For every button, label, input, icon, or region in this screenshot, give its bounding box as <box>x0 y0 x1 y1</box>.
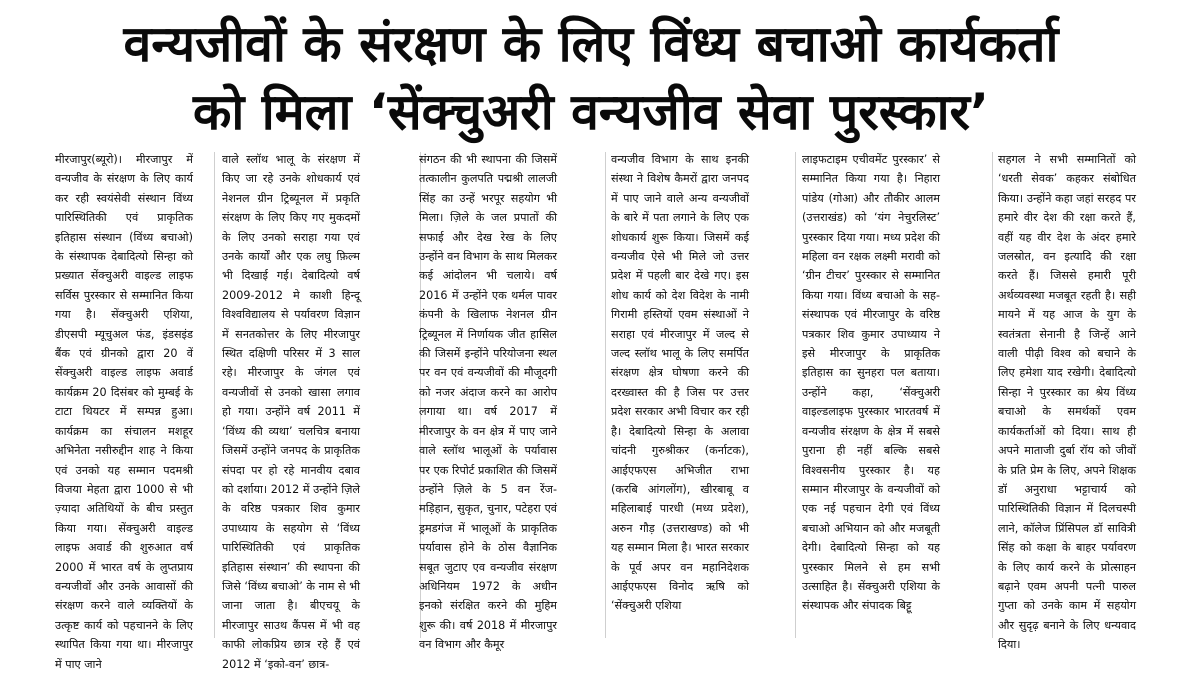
column-text: मीरजापुर(ब्यूरो)। मीरजापुर में वन्यजीव के संरक्षण के लिए कार्य कर रही स्वयंसेवी संस्थान विंध्य पारिस्थितिकी एवं प्राकृतिक इतिहास संस्थान (विंध्य बचाओ) के संस्थापक देबादित्यो सिन्हा को प्रख्यात सेंक्चुअरी वाइल्ड लाइफ सर्विस पुरस्कार से सम्मानित किया गया है। सेंक्चुअरी एशिया, डीएसपी म्यूचुअल फंड, इंडसइंड बैंक एवं ग्रीनको द्वारा 20 वें सेंक्चुअरी वाइल्ड लाइफ अवार्ड कार्यक्रम 20 दिसंबर को मुम्बई के टाटा थियटर में सम्पन्न हुआ। कार्यक्रम का संचालन मशहूर अभिनेता नसीरुद्दीन शाह ने किया एवं उनको यह सम्मान पदमश्री विजया मेहता द्वारा 1000 से भी ज़्यादा अतिथियों के बीच प्रस्तुत किया गया। सेंक्चुअरी वाइल्ड लाइफ अवार्ड की शुरुआत वर्ष 2000 में भारत वर्ष के लुप्तप्राय वन्यजीवों और उनके आवासों की संरक्षण करने वाले व्यक्तियों के उत्कृष्ट कार्य को पहचानने के लिए स्थापित किया गया था। मीरजापुर में पाए जाने <box>55 153 193 671</box>
column-divider <box>605 152 606 638</box>
column-divider <box>214 152 215 638</box>
headline-line-1: वन्यजीवों के संरक्षण के लिए विंध्य बचाओ कार्यकर्ता <box>123 15 1059 73</box>
headline-line-2: को मिला ‘सेंक्चुअरी वन्यजीव सेवा पुरस्कार’ <box>193 83 989 141</box>
article-column-5 <box>802 150 940 640</box>
column-text: संगठन की भी स्थापना की जिसमें तत्कालीन कुलपति पद्मश्री लालजी सिंह का उन्हें भरपूर सहयोग भी मिला। ज़िले के जल प्रपातों की सफाई और देख रेख के लिए उन्होंने वन विभाग के साथ मिलकर कई आंदोलन भी चलाये। वर्ष 2016 में उन्होंने एक थर्मल पावर कंपनी के खिलाफ नेशनल ग्रीन ट्रिब्यूनल में निर्णायक जीत हासिल की जिसमें इन्होंने परियोजना स्थल पर वन एवं वन्यजीवों की मौजूदगी को नजर अंदाज करने का आरोप लगाया था। वर्ष 2017 में मीरजापुर के वन क्षेत्र में पाए जाने वाले स्लॉथ भालूओं के पर्यावास पर एक रिपोर्ट प्रकाशित की जिसमें उन्होंने ज़िले के 5 वन रेंज- मड़िहान, सुकृत, चुनार, पटेहरा एवं ड्रमडगंज में भालूओं के प्राकृतिक पर्यावास होने के ठोस वैज्ञानिक सबूत जुटाए एव वन्यजीव संरक्षण अधिनियम 1972 के अधीन इनको संरक्षित करने की मुहिम शुरू की। वर्ष 2018 में मीरजापुर वन विभाग और कैमूर <box>419 153 557 652</box>
column-text: वन्यजीव विभाग के साथ इनकी संस्था ने विशेष कैमरों द्वारा जनपद में पाए जाने वाले अन्य वन्यजीवों के बारे में पता लगाने के लिए एक शोधकार्य शुरू किया। जिसमें कई वन्यजीव ऐसे भी मिले जो उत्तर प्रदेश में पहली बार देखे गए। इस शोध कार्य को देश विदेश के नामी गिरामी हस्तियों एवम संस्थाओं ने सराहा एवं मीरजापुर में जल्द से जल्द स्लॉथ भालू के लिए समर्पित संरक्षण क्षेत्र घोषणा करने की दरख्वास्त की है जिस पर उत्तर प्रदेश सरकार अभी विचार कर रही है। देबादित्यो सिन्हा के अलावा चांदनी गुरुश्रीकर (कर्नाटक), आईएफएस अभिजीत राभा (करबि आंगलोंग), खीरबाबू व महिलाबाई पारधी (मध्य प्रदेश), अरुन गौड़ (उत्तराखण्ड) को भी यह सम्मान मिला है। भारत सरकार के पूर्व अपर वन महानिदेशक आईएफएस विनोद ऋषि को ‘सेंक्चुअरी एशिया <box>611 153 749 613</box>
column-text: सहगल ने सभी सम्मानितों को ‘धरती सेवक’ कहकर संबोधित किया। उन्होंने कहा जहां सरहद पर हमारे वीर देश की रक्षा करते हैं, वहीं यह वीर देश के अंदर हमारे जलस्रोत, वन इत्यादि की रक्षा करते हैं। जिससे हमारी पूरी अर्थव्यवस्था मजबूत रहती है। सही मायने में यह आज के युग के स्वतंत्रता सेनानी है जिन्हें आने वाली पीढ़ी विश्व को बचाने के लिए हमेशा याद रखेगी। देबादित्यो सिन्हा ने पुरस्कार का श्रेय विंध्य बचाओ के समर्थकों एवम कार्यकर्ताओं को दिया। साथ ही अपने माताजी दुर्बा रॉय को जीवों के प्रति प्रेम के लिए, अपने शिक्षक डॉ अनुराधा भट्टाचार्य को पारिस्थितिकी विज्ञान में दिलचस्पी लाने, कॉलेज प्रिंसिपल डॉ सावित्री सिंह को कक्षा के बाहर पर्यावरण के लिए कार्य करने के प्रोत्साहन बढ़ाने एवम अपनी पत्नी पारुल गुप्ता को उनके काम में सहयोग और सुदृढ़ बनाने के लिए धन्यवाद दिया। <box>998 153 1136 652</box>
article-column-3 <box>419 150 557 652</box>
article-column-1 <box>55 150 193 671</box>
column-divider <box>992 152 993 638</box>
column-text: लाइफटाइम एचीवमेंट पुरस्कार’ से सम्मानित किया गया है। निहारा पांडेय (गोआ) और तौकीर आलम (उत्तराखंड) को ‘यंग नेचुरलिस्ट’ पुरस्कार दिया गया। मध्य प्रदेश की महिला वन रक्षक लक्ष्मी मरावी को ‘ग्रीन टीचर’ पुरस्कार से सम्मानित किया गया। विंध्य बचाओ के सह-संस्थापक एवं मीरजापुर के वरिष्ठ पत्रकार शिव कुमार उपाध्याय ने इसे मीरजापुर के प्राकृतिक इतिहास का सुनहरा पल बताया। उन्होंने कहा, ‘सेंक्चुअरी वाइल्डलाइफ पुरस्कार भारतवर्ष में वन्यजीव संरक्षण के क्षेत्र में सबसे पुराना ही नहीं बल्कि सबसे विश्वसनीय पुरस्कार है। यह सम्मान मीरजापुर के वन्यजीवों को एक नई पहचान देगी एवं विंध्य बचाओ अभियान को और मजबूती देगी। देबादित्यो सिन्हा को यह पुरस्कार मिलने से हम सभी उत्साहित है। सेंक्चुअरी एशिया के संस्थापक और संपादक बिट्टू <box>802 153 940 613</box>
article-column-4 <box>611 150 749 640</box>
article-column-6 <box>998 150 1136 652</box>
column-text: वाले स्लॉथ भालू के संरक्षण में किए जा रहे उनके शोधकार्य एवं नेशनल ग्रीन ट्रिब्यूनल में प्रकृति संरक्षण के लिए किए गए मुकदमों के लिए उनको सराहा गया एवं उनके कार्यों और एक लघु फ़िल्म भी दिखाई गई। देबादित्यो वर्ष 2009-2012 मे काशी हिन्दू विश्वविद्यालय से पर्यावरण विज्ञान में सनतकोत्तर के लिए मीरजापुर स्थित दक्षिणी परिसर में 3 साल रहे। मीरजापुर के जंगल एवं वन्यजीवों से उनको खासा लगाव हो गया। उन्होंने वर्ष 2011 में ‘विंध्य की व्यथा’ चलचित्र बनाया जिसमें उन्होंने जनपद के प्राकृतिक संपदा पर हो रहे मानवीय दबाव को दर्शाया। 2012 में उन्होंने ज़िले के वरिष्ठ पत्रकार शिव कुमार उपाध्याय के सहयोग से ‘विंध्य पारिस्थितिकी एवं प्राकृतिक इतिहास संस्थान’ की स्थापना की जिसे ‘विंध्य बचाओ’ के नाम से भी जाना जाता है। बीएचयू के मीरजापुर साउथ कैंपस में भी वह काफी लोकप्रिय छात्र रहे हैं एवं 2012 में ‘इको-वन’ छात्र- <box>222 153 360 671</box>
article-column-2 <box>222 150 360 671</box>
column-divider <box>795 152 796 638</box>
